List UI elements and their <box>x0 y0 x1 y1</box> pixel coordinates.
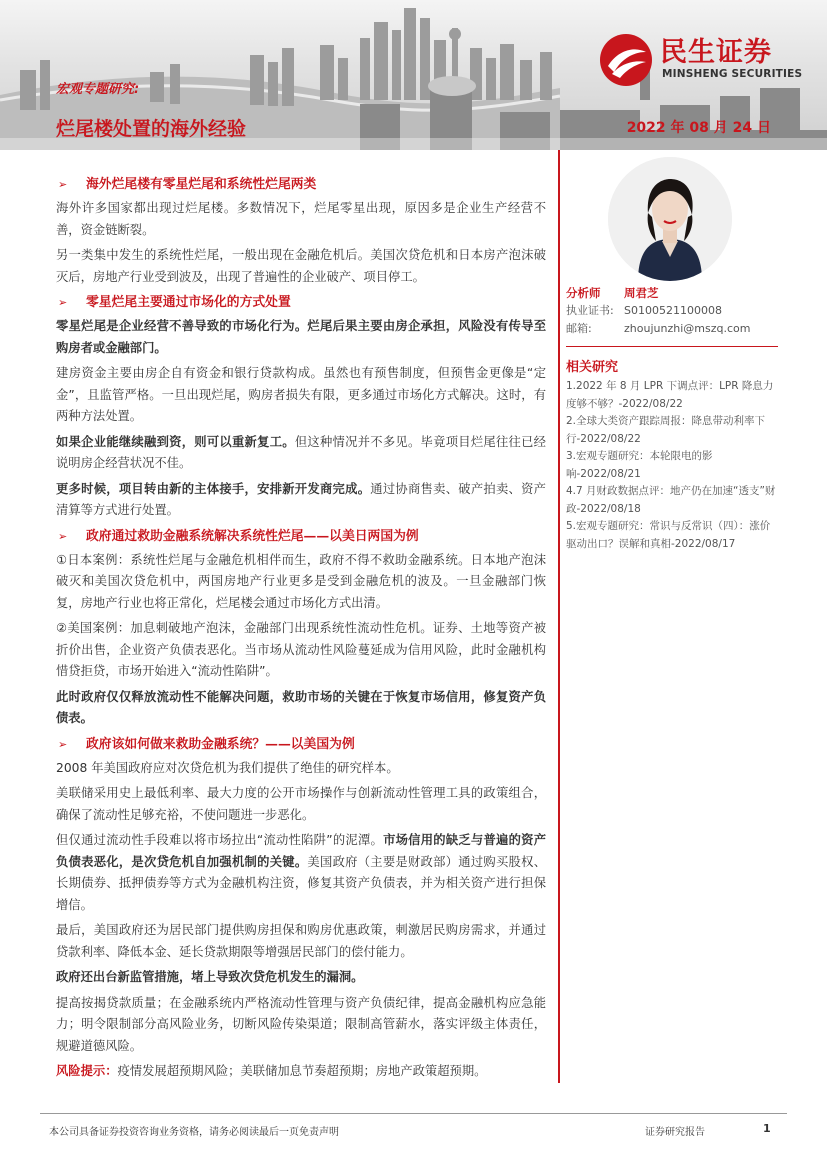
paragraph <box>56 479 546 522</box>
paragraph <box>56 316 546 359</box>
bold-text: 如果企业能继续融到资，则可以重新复工。 <box>56 434 295 449</box>
analyst-cert-label: 执业证书: <box>566 304 614 317</box>
logo-english-name: MINSHENG SECURITIES <box>662 68 803 80</box>
analyst-email-row <box>566 320 778 338</box>
analyst-cert-row <box>566 302 778 320</box>
section-heading-text: 政府通过救助金融系统解决系统性烂尾——以美日两国为例 <box>86 528 419 544</box>
related-research-item[interactable]: 3.宏观专题研究：本轮限电的影响-2022/08/21 <box>566 450 713 480</box>
footer-divider <box>40 1113 787 1114</box>
page-number: 1 <box>763 1122 771 1135</box>
bold-text: 市场信用的缺乏与普遍的资产负债表恶化，是次贷危机自加强机制的关键。 <box>56 833 546 869</box>
paragraph: 建房资金主要由房企自有资金和银行贷款构成。虽然也有预售制度，但预售金更像是“定金”，且监管严格。一旦出现烂尾，购房者损失有限，更多通过市场化方式解决。这时，有两种方法处置。 <box>56 366 546 423</box>
paragraph <box>56 967 546 989</box>
analyst-role-label: 分析师 <box>566 286 601 300</box>
report-series: 宏观专题研究: <box>56 82 140 97</box>
analyst-cert: S0100521100008 <box>624 304 722 317</box>
risk-warning <box>56 1061 546 1083</box>
paragraph: ①日本案例：系统性烂尾与金融危机相伴而生，政府不得不救助金融系统。日本地产泡沫破灭和美国次贷危机中，两国房地产行业更多是受到金融危机的波及。一旦金融部门恢复，房地产行业也将正常化，烂尾楼会通过市场化方式出清。 <box>56 552 546 610</box>
related-research-title: 相关研究 <box>566 360 619 375</box>
bold-text: 政府还出台新监管措施，堵上导致次贷危机发生的漏洞。 <box>56 970 364 984</box>
paragraph: 提高按揭贷款质量；在金融系统内严格流动性管理与资产负债纪律，提高金融机构应急能力；明令限制部分高风险业务，切断风险传染渠道；限制高管薪水，落实评级主体责任，规避道德风险。 <box>56 995 546 1053</box>
paragraph: 另一类集中发生的系统性烂尾，一般出现在金融危机后。美国次贷危机和日本房产泡沫破灭后，房地产行业受到波及，出现了普遍性的企业破产、项目停工。 <box>56 248 546 284</box>
section-heading <box>56 734 546 756</box>
paragraph <box>56 830 546 916</box>
arrow-bullet-icon: ➢ <box>58 737 68 751</box>
section-heading-text: 海外烂尾楼有零星烂尾和系统性烂尾两类 <box>86 177 317 192</box>
paragraph: 2008 年美国政府应对次贷危机为我们提供了绝佳的研究样本。 <box>56 760 399 775</box>
risk-text: 疫情发展超预期风险；美联储加息节奏超预期；房地产政策超预期。 <box>117 1064 487 1078</box>
minsheng-logo-icon <box>598 32 654 88</box>
analyst-email[interactable]: zhoujunzhi@mszq.com <box>624 322 751 335</box>
arrow-bullet-icon: ➢ <box>58 529 68 543</box>
logo-chinese-name: 民生证券 <box>660 37 772 68</box>
paragraph-text: 但这种情况并不多见。毕竟项目烂尾往往已经说明房企经营状况不佳。 <box>56 434 546 470</box>
paragraph-text: 通过协商售卖、破产拍卖、资产清算等方式进行处置。 <box>56 481 546 517</box>
section-heading-text: 政府该如何做来救助金融系统？——以美国为例 <box>86 736 355 752</box>
report-date: 2022 年 08 月 24 日 <box>626 120 771 136</box>
analyst-name-row <box>566 284 778 302</box>
analyst-name: 周君芝 <box>624 286 659 300</box>
column-divider <box>558 150 560 1083</box>
arrow-bullet-icon: ➢ <box>58 296 68 309</box>
company-logo <box>598 30 803 90</box>
header-banner <box>0 0 827 150</box>
related-divider <box>566 346 778 347</box>
arrow-bullet-icon: ➢ <box>58 178 68 191</box>
section-heading <box>56 526 546 548</box>
footer-disclaimer: 本公司具备证券投资咨询业务资格，请务必阅读最后一页免责声明 <box>49 1127 339 1138</box>
paragraph <box>56 687 546 730</box>
section-heading <box>56 174 546 196</box>
related-research-item[interactable]: 4.7 月财政数据点评：地产仍在加速“透支”财政-2022/08/18 <box>566 485 776 515</box>
risk-label: 风险提示： <box>56 1064 118 1078</box>
related-research-list <box>566 378 778 553</box>
paragraph-text: 但仅通过流动性手段难以将市场拉出“流动性陷阱”的泥潭。 <box>56 833 384 847</box>
main-content <box>56 174 546 1087</box>
related-research-item[interactable]: 2.全球大类资产跟踪周报：降息带动利率下行-2022/08/22 <box>566 415 766 445</box>
analyst-photo <box>608 157 732 281</box>
paragraph: 美联储采用史上最低利率、最大力度的公开市场操作与创新流动性管理工具的政策组合，确保了流动性足够充裕，不使问题进一步恶化。 <box>56 786 546 822</box>
analyst-info <box>566 284 778 338</box>
analyst-portrait <box>608 157 732 281</box>
bold-text: 更多时候，项目转由新的主体接手，安排新开发商完成。 <box>56 481 371 496</box>
bold-text: 零星烂尾是企业经营不善导致的市场化行为。烂尾后果主要由房企承担，风险没有传导至购房者或金融部门。 <box>56 319 546 355</box>
paragraph: 海外许多国家都出现过烂尾楼。多数情况下，烂尾零星出现，原因多是企业生产经营不善，资金链断裂。 <box>56 201 546 237</box>
paragraph: ②美国案例：加息刺破地产泡沫，金融部门出现系统性流动性危机。证券、土地等资产被折价出售，企业资产负债表恶化。当市场从流动性风险蔓延成为信用风险，此时金融机构惜贷拒贷，市场开始进入“流动性陷阱”。 <box>56 621 546 678</box>
paragraph <box>56 432 546 475</box>
related-research-item[interactable]: 5.宏观专题研究：常识与反常识（四）：涨价驱动出口？误解和真相-2022/08/17 <box>566 520 771 550</box>
paragraph-text: 美国政府（主要是财政部）通过购买股权、长期债券、抵押债券等方式为金融机构注资，修复其资产负债表，并为相关资产进行担保增信。 <box>56 854 546 912</box>
analyst-email-label: 邮箱: <box>566 322 592 335</box>
paragraph: 最后，美国政府还为居民部门提供购房担保和购房优惠政策，刺激居民购房需求，并通过贷款利率、降低本金、延长贷款期限等增强居民部门的偿付能力。 <box>56 923 546 959</box>
bold-text: 此时政府仅仅释放流动性不能解决问题，救助市场的关键在于恢复市场信用，修复资产负债表。 <box>56 689 546 725</box>
report-title: 烂尾楼处置的海外经验 <box>56 118 247 140</box>
section-heading-text: 零星烂尾主要通过市场化的方式处置 <box>86 295 291 310</box>
related-research-item[interactable]: 1.2022 年 8 月 LPR 下调点评：LPR 降息力度够不够？-2022/08/22 <box>566 380 774 410</box>
footer-doc-type: 证券研究报告 <box>645 1127 705 1138</box>
section-heading <box>56 292 546 314</box>
